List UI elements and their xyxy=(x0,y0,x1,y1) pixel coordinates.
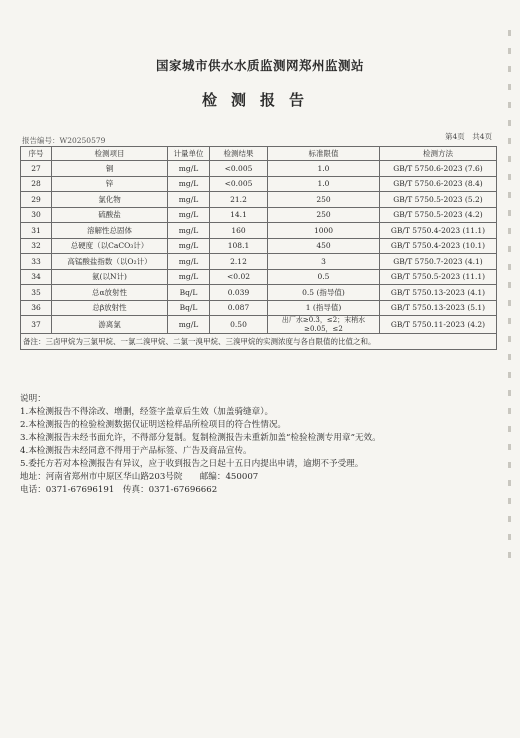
binding-mark xyxy=(508,282,511,288)
binding-mark xyxy=(508,390,511,396)
row-limit: 250 xyxy=(268,207,380,223)
row-limit: 250 xyxy=(268,192,380,208)
row-result: <0.005 xyxy=(210,176,268,192)
row-no: 35 xyxy=(21,285,52,301)
row-result: 0.039 xyxy=(210,285,268,301)
results-table xyxy=(20,146,497,350)
row-unit: mg/L xyxy=(168,269,210,285)
binding-mark xyxy=(508,534,511,540)
row-no: 29 xyxy=(21,192,52,208)
binding-mark xyxy=(508,138,511,144)
row-item: 氯化物 xyxy=(52,192,168,208)
row-limit: 出厂水≥0.3，≤2；末梢水≥0.05，≤2 xyxy=(268,316,380,334)
note-item: 5.委托方若对本检测报告有异议，应于收到报告之日起十五日内提出申请，逾期不予受理。 xyxy=(20,459,364,469)
col-header-method: 检测方法 xyxy=(380,147,497,161)
col-header-unit: 计量单位 xyxy=(168,147,210,161)
row-unit: mg/L xyxy=(168,316,210,334)
table-row xyxy=(21,238,497,254)
binding-mark xyxy=(508,516,511,522)
col-header-result: 检测结果 xyxy=(210,147,268,161)
row-method: GB/T 5750.4-2023 (11.1) xyxy=(380,223,497,239)
row-unit: Bq/L xyxy=(168,285,210,301)
table-row xyxy=(21,269,497,285)
row-method: GB/T 5750.5-2023 (11.1) xyxy=(380,269,497,285)
row-item: 铜 xyxy=(52,161,168,177)
table-row xyxy=(21,192,497,208)
binding-mark xyxy=(508,264,511,270)
row-result: 108.1 xyxy=(210,238,268,254)
row-unit: mg/L xyxy=(168,223,210,239)
row-limit: 1 (指导值) xyxy=(268,300,380,316)
row-method: GB/T 5750.6-2023 (7.6) xyxy=(380,161,497,177)
page-number: 第4页 共4页 xyxy=(444,132,492,141)
row-method: GB/T 5750.13-2023 (5.1) xyxy=(380,300,497,316)
row-result: <0.02 xyxy=(210,269,268,285)
binding-mark xyxy=(508,192,511,198)
row-result: 160 xyxy=(210,223,268,239)
binding-mark xyxy=(508,102,511,108)
row-item: 总硬度（以CaCO₃计） xyxy=(52,238,168,254)
row-unit: Bq/L xyxy=(168,300,210,316)
row-no: 30 xyxy=(21,207,52,223)
report-number: 报告编号：W20250579 xyxy=(22,136,106,145)
binding-mark xyxy=(508,210,511,216)
note-item: 2.本检测报告的检验检测数据仅证明送检样品所检项目的符合性情况。 xyxy=(20,420,287,430)
binding-mark xyxy=(508,408,511,414)
notes-section xyxy=(20,393,381,497)
row-unit: mg/L xyxy=(168,192,210,208)
binding-mark xyxy=(508,174,511,180)
binding-mark xyxy=(508,156,511,162)
row-no: 32 xyxy=(21,238,52,254)
row-method: GB/T 5750.5-2023 (5.2) xyxy=(380,192,497,208)
row-item: 氨(以N计) xyxy=(52,269,168,285)
binding-mark xyxy=(508,246,511,252)
row-result: <0.005 xyxy=(210,161,268,177)
phone-line: 电话：0371-67696191 传真：0371-67696662 xyxy=(20,485,218,495)
row-no: 37 xyxy=(21,316,52,334)
table-row xyxy=(21,300,497,316)
binding-marks xyxy=(508,30,512,570)
binding-mark xyxy=(508,48,511,54)
table-row xyxy=(21,161,497,177)
table-row xyxy=(21,223,497,239)
remark-row xyxy=(21,334,497,350)
row-item: 高锰酸盐指数（以O₂计） xyxy=(52,254,168,270)
row-unit: mg/L xyxy=(168,238,210,254)
binding-mark xyxy=(508,84,511,90)
org-title: 国家城市供水水质监测网郑州监测站 xyxy=(155,58,364,73)
binding-mark xyxy=(508,462,511,468)
row-method: GB/T 5750.7-2023 (4.1) xyxy=(380,254,497,270)
row-method: GB/T 5750.11-2023 (4.2) xyxy=(380,316,497,334)
row-no: 36 xyxy=(21,300,52,316)
col-header-item: 检测项目 xyxy=(52,147,168,161)
row-method: GB/T 5750.5-2023 (4.2) xyxy=(380,207,497,223)
binding-mark xyxy=(508,318,511,324)
address-line: 地址：河南省郑州市中原区华山路203号院 邮编：450007 xyxy=(20,472,259,482)
row-item: 硫酸盐 xyxy=(52,207,168,223)
row-no: 33 xyxy=(21,254,52,270)
row-limit: 3 xyxy=(268,254,380,270)
binding-mark xyxy=(508,354,511,360)
row-limit: 1.0 xyxy=(268,161,380,177)
note-item: 3.本检测报告未经书面允许，不得部分复制。复制检测报告未重新加盖“检验检测专用章”无效。 xyxy=(20,433,381,443)
remark-text: 三卤甲烷为三氯甲烷、一氯二溴甲烷、二氯一溴甲烷、三溴甲烷的实测浓度与各自限值的比值之和。 xyxy=(45,336,376,346)
row-unit: mg/L xyxy=(168,161,210,177)
row-method: GB/T 5750.4-2023 (10.1) xyxy=(380,238,497,254)
row-result: 0.087 xyxy=(210,300,268,316)
row-no: 34 xyxy=(21,269,52,285)
binding-mark xyxy=(508,552,511,558)
table-row xyxy=(21,285,497,301)
row-result: 2.12 xyxy=(210,254,268,270)
row-result: 14.1 xyxy=(210,207,268,223)
row-item: 锌 xyxy=(52,176,168,192)
row-no: 31 xyxy=(21,223,52,239)
row-item: 游离氯 xyxy=(52,316,168,334)
remark-cell xyxy=(21,334,497,350)
row-item: 总β放射性 xyxy=(52,300,168,316)
table-row xyxy=(21,207,497,223)
row-unit: mg/L xyxy=(168,176,210,192)
row-limit: 1.0 xyxy=(268,176,380,192)
row-limit: 0.5 xyxy=(268,269,380,285)
row-limit: 1000 xyxy=(268,223,380,239)
binding-mark xyxy=(508,480,511,486)
table-row xyxy=(21,254,497,270)
col-header-limit: 标准限值 xyxy=(268,147,380,161)
row-result: 21.2 xyxy=(210,192,268,208)
binding-mark xyxy=(508,426,511,432)
row-no: 27 xyxy=(21,161,52,177)
binding-mark xyxy=(508,228,511,234)
note-item: 1.本检测报告不得涂改、增删，经签字盖章后生效（加盖骑缝章）。 xyxy=(20,407,274,417)
remark-label: 备注： xyxy=(23,336,46,346)
row-method: GB/T 5750.6-2023 (8.4) xyxy=(380,176,497,192)
binding-mark xyxy=(508,30,511,36)
binding-mark xyxy=(508,498,511,504)
note-item: 4.本检测报告未经同意不得用于产品标签、广告及商品宣传。 xyxy=(20,446,252,456)
binding-mark xyxy=(508,372,511,378)
table-header-row xyxy=(21,147,497,161)
doc-title: 检测报告 xyxy=(201,91,318,109)
notes-title: 说明： xyxy=(20,394,46,404)
row-method: GB/T 5750.13-2023 (4.1) xyxy=(380,285,497,301)
table-row xyxy=(21,176,497,192)
col-header-no: 序号 xyxy=(21,147,52,161)
row-limit: 0.5 (指导值) xyxy=(268,285,380,301)
row-item: 溶解性总固体 xyxy=(52,223,168,239)
row-item: 总α放射性 xyxy=(52,285,168,301)
row-no: 28 xyxy=(21,176,52,192)
row-unit: mg/L xyxy=(168,207,210,223)
binding-mark xyxy=(508,120,511,126)
row-result: 0.50 xyxy=(210,316,268,334)
binding-mark xyxy=(508,444,511,450)
row-unit: mg/L xyxy=(168,254,210,270)
binding-mark xyxy=(508,336,511,342)
row-limit: 450 xyxy=(268,238,380,254)
table-row xyxy=(21,316,497,334)
binding-mark xyxy=(508,300,511,306)
binding-mark xyxy=(508,66,511,72)
